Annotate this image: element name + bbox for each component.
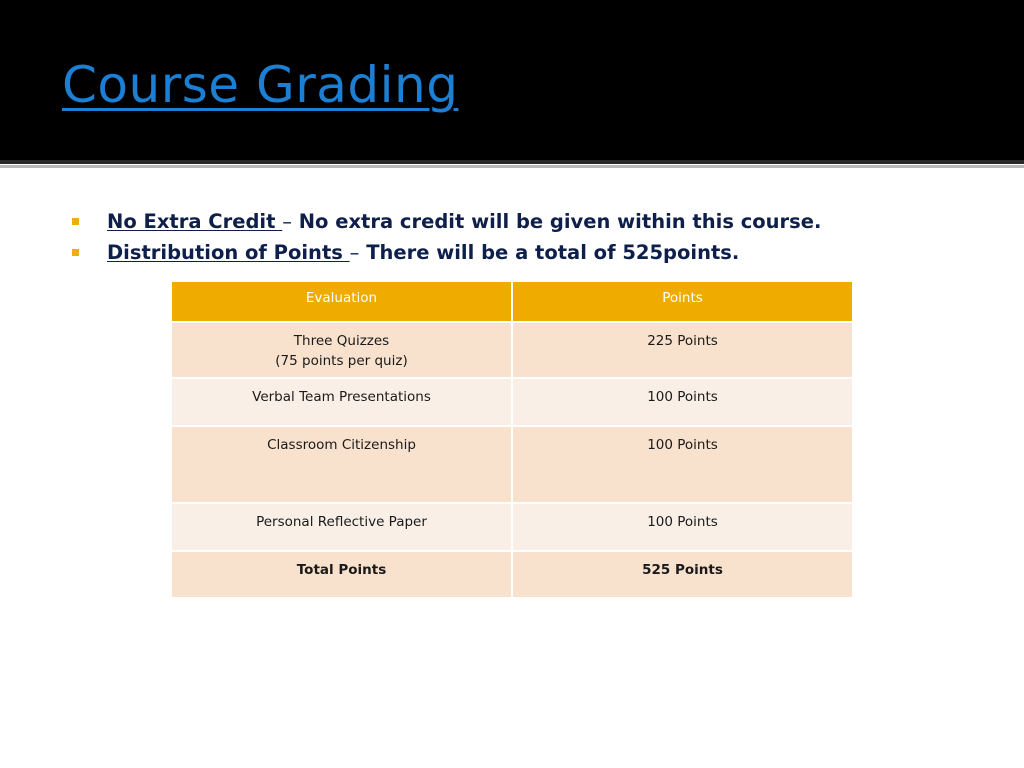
- square-bullet-icon: [72, 218, 79, 225]
- cell-evaluation: Verbal Team Presentations: [171, 378, 512, 426]
- cell-points: 100 Points: [512, 503, 853, 551]
- table-row: [171, 503, 853, 551]
- bullet-item-extra-credit: [72, 206, 821, 237]
- cell-evaluation: Classroom Citizenship: [171, 426, 512, 503]
- header-evaluation: Evaluation: [171, 281, 512, 322]
- cell-evaluation: Personal Reflective Paper: [171, 503, 512, 551]
- bullet-text: There will be a total of 525points.: [359, 241, 740, 264]
- divider-dark: [0, 160, 1024, 164]
- evaluation-name: Three Quizzes: [293, 333, 390, 349]
- cell-points: 100 Points: [512, 426, 853, 503]
- bullet-text: No extra credit will be given within this course.: [291, 210, 822, 233]
- table-header-row: [171, 281, 853, 322]
- slide-title: Course Grading: [62, 56, 459, 114]
- bullet-term: Distribution of Points: [107, 241, 350, 264]
- cell-points: 100 Points: [512, 378, 853, 426]
- cell-evaluation: Total Points: [171, 551, 512, 598]
- bullet-term: No Extra Credit: [107, 210, 283, 233]
- bullet-dash: –: [349, 241, 360, 264]
- bullet-list: [72, 206, 821, 268]
- cell-evaluation: [171, 322, 512, 378]
- title-band: [0, 0, 1024, 160]
- evaluation-note: (75 points per quiz): [275, 353, 408, 369]
- table-row: [171, 378, 853, 426]
- cell-points: 225 Points: [512, 322, 853, 378]
- table-row: [171, 322, 853, 378]
- header-points: Points: [512, 281, 853, 322]
- square-bullet-icon: [72, 249, 79, 256]
- table-row: [171, 426, 853, 503]
- grading-table: [170, 280, 854, 599]
- divider-light: [0, 165, 1024, 168]
- bullet-item-distribution: [72, 237, 821, 268]
- table-row-total: [171, 551, 853, 598]
- cell-points: 525 Points: [512, 551, 853, 598]
- bullet-dash: –: [282, 210, 292, 233]
